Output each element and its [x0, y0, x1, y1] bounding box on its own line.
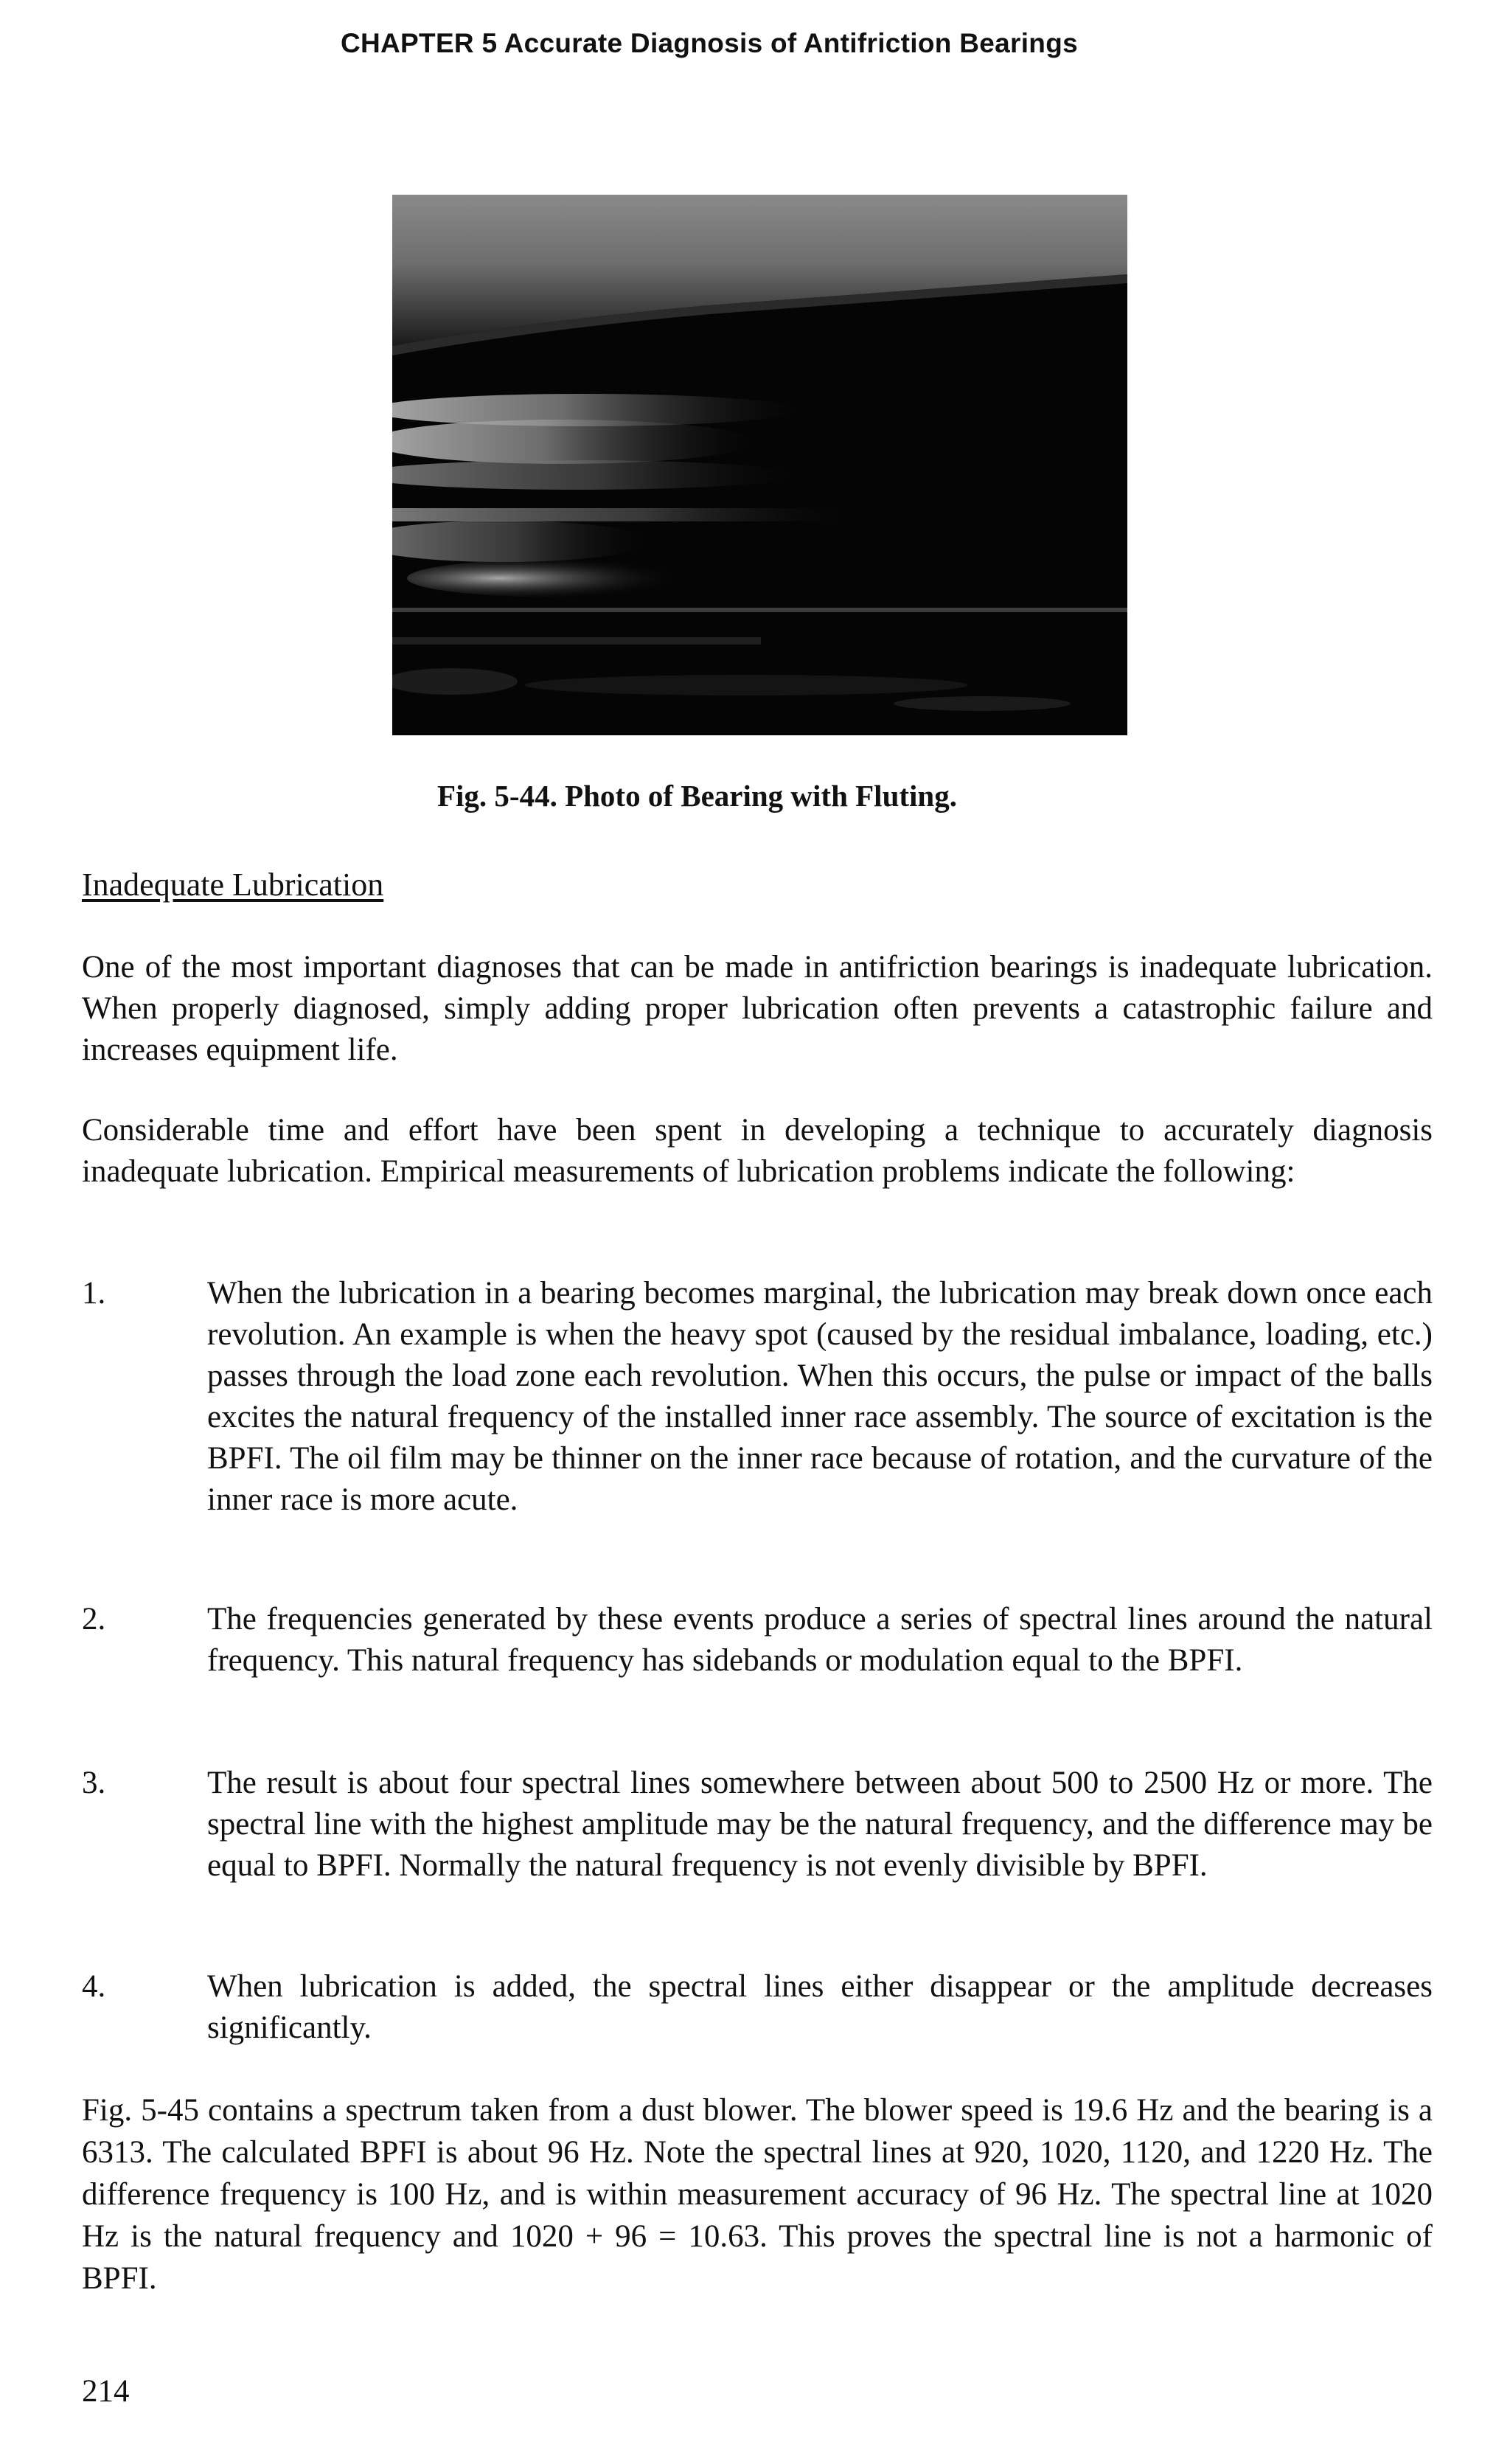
- list-item: [82, 1599, 1433, 1682]
- list-item: [82, 1273, 1433, 1521]
- list-item-text: When lubrication is added, the spectral lines either disappear or the amplitude decreases significantly.: [207, 1969, 1433, 2045]
- list-item-number: 3.: [82, 1766, 106, 1800]
- closing-paragraph: Fig. 5-45 contains a spectrum taken from a dust blower. The blower speed is 19.6 Hz and the bearing is a 6313. The calculated BPFI is about 96 Hz. Note the spectral lines at 920, 1020, 1120, and 1220 Hz. The difference frequency is 100 Hz, and is within measurement accuracy of 96 Hz. The spectral line at 1020 Hz is the natural frequency and 1020 + 96 = 10.63. This proves the spectral line is not a harmonic of BPFI.: [82, 2093, 1433, 2296]
- section-heading: Inadequate Lubrication: [82, 867, 384, 903]
- list-item-text: When the lubrication in a bearing becomes marginal, the lubrication may break down once each revolution. An example is when the heavy spot (caused by the residual imbalance, loading, etc.) passes through the load zone each revolution. When this occurs, the pulse or impact of the balls excites the natural frequency of the installed inner race assembly. The source of excitation is the BPFI. The oil film may be thinner on the inner race because of rotation, and the curvature of the inner race is more acute.: [207, 1276, 1433, 1517]
- list-item-number: 1.: [82, 1276, 106, 1311]
- bearing-photo-graphic: [392, 195, 1127, 735]
- bearing-fluting-photo: [392, 195, 1127, 735]
- paragraph: Considerable time and effort have been spent in developing a technique to accurately diagnosis inadequate lubrication. Empirical measurements of lubrication problems indicate the following:: [82, 1113, 1433, 1189]
- list-item: [82, 1966, 1433, 2049]
- paragraph: One of the most important diagnoses that can be made in antifriction bearings is inadequate lubrication. When properly diagnosed, simply adding proper lubrication often prevents a catastrophic failure and increases equipment life.: [82, 950, 1433, 1067]
- list-item-number: 2.: [82, 1602, 106, 1637]
- list-item-number: 4.: [82, 1969, 106, 2004]
- running-head: CHAPTER 5 Accurate Diagnosis of Antifriction Bearings: [341, 28, 1078, 58]
- figure-caption: Fig. 5-44. Photo of Bearing with Fluting.: [437, 779, 957, 813]
- page-number: 214: [82, 2374, 130, 2409]
- list-item-text: The result is about four spectral lines somewhere between about 500 to 2500 Hz or more. The spectral line with the highest amplitude may be the natural frequency, and the difference may be equal to BPFI. Normally the natural frequency is not evenly divisible by BPFI.: [207, 1766, 1433, 1883]
- list-item: [82, 1763, 1433, 1887]
- list-item-text: The frequencies generated by these events produce a series of spectral lines around the natural frequency. This natural frequency has sidebands or modulation equal to the BPFI.: [207, 1602, 1433, 1678]
